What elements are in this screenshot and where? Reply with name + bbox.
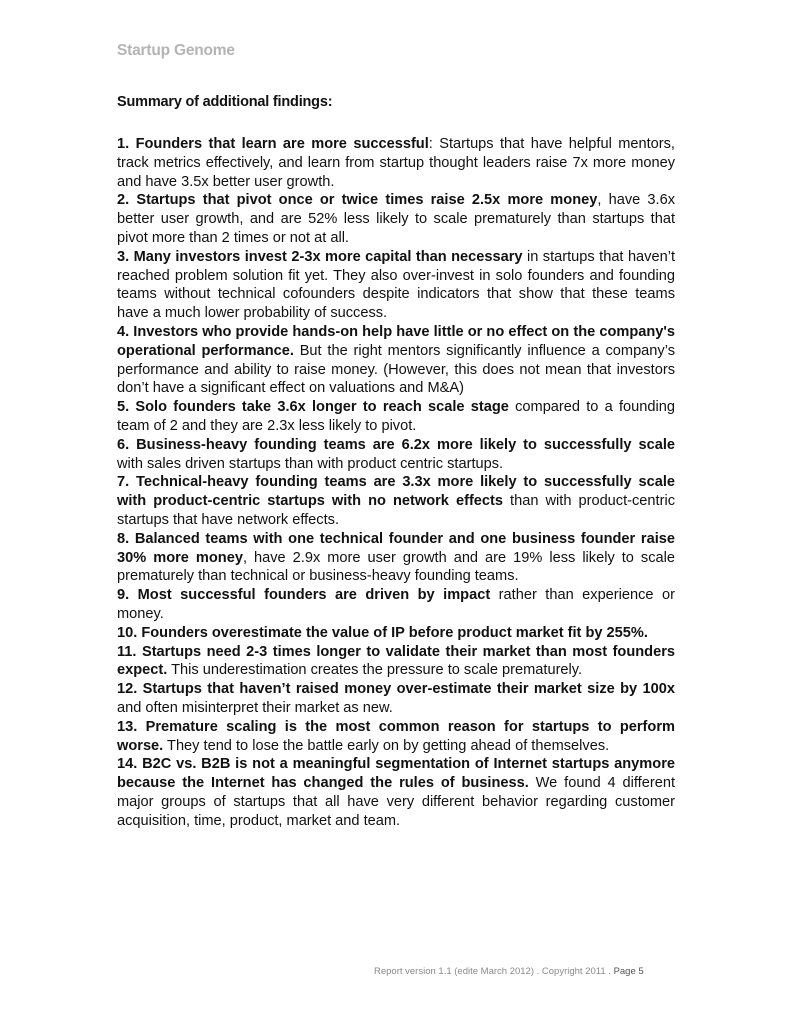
finding-bold-text: 8. Balanced teams with one technical founder and one business founder raise 30% more money <box>117 530 675 566</box>
finding-item <box>117 323 675 398</box>
finding-bold-text: 3. Many investors invest 2-3x more capital than necessary <box>117 248 523 265</box>
finding-item <box>117 530 675 586</box>
finding-body-text: We found 4 different major groups of startups that all have very different behavior regarding customer acquisition, time, product, market and team. <box>117 775 676 829</box>
finding-item <box>117 586 675 624</box>
finding-body-text: in startups that haven’t reached problem solution fit yet. They also over-invest in solo founders and founding teams without technical cofounders despite indicators that show that these teams have a much lower probability of success. <box>117 248 675 322</box>
finding-body-text: and often misinterpret their market as new. <box>117 699 393 716</box>
finding-bold-text: 4. Investors who provide hands-on help have little or no effect on the company's operational performance. <box>117 323 675 359</box>
finding-body-text: rather than experience or money. <box>117 587 676 622</box>
finding-item <box>117 680 675 718</box>
finding-body-text: , have 2.9x more user growth and are 19% less likely to scale prematurely than technical or business-heavy founding teams. <box>117 549 675 585</box>
header-brand: Startup Genome <box>117 42 235 59</box>
finding-bold-text: 6. Business-heavy founding teams are 6.2x more likely to successfully scale <box>117 436 675 453</box>
summary-heading: Summary of additional findings: <box>117 94 333 110</box>
page-footer <box>374 966 644 977</box>
finding-body-text: compared to a founding team of 2 and they are 2.3x less likely to pivot. <box>117 399 675 434</box>
finding-bold-text: 2. Startups that pivot once or twice times raise 2.5x more money <box>117 192 598 209</box>
finding-item <box>117 473 675 529</box>
finding-item <box>117 718 675 756</box>
finding-item <box>117 436 675 474</box>
finding-bold-text: 11. Startups need 2-3 times longer to validate their market than most founders expect. <box>117 643 675 679</box>
finding-item <box>117 398 675 436</box>
finding-body-text: than with product-centric startups that have network effects. <box>117 493 675 528</box>
finding-body-text: : Startups that have helpful mentors, track metrics effectively, and learn from startup thought leaders raise 7x more money and have 3.5x better user growth. <box>117 136 675 190</box>
finding-bold-text: 12. Startups that haven’t raised money over-estimate their market size by 100x <box>117 681 675 698</box>
finding-body-text: , have 3.6x better user growth, and are 52% less likely to scale prematurely than startups that pivot more than 2 times or not at all. <box>117 192 675 246</box>
finding-item <box>117 643 675 681</box>
finding-bold-text: 5. Solo founders take 3.6x longer to reach scale stage <box>117 399 509 416</box>
finding-bold-text: 10. Founders overestimate the value of IP before product market fit by 255%. <box>117 624 648 641</box>
finding-bold-text: 14. B2C vs. B2B is not a meaningful segmentation of Internet startups anymore because the Internet has changed the rules of business. <box>117 756 675 792</box>
findings-list <box>117 135 675 830</box>
finding-body-text: with sales driven startups than with product centric startups. <box>117 455 504 472</box>
finding-item <box>117 191 675 247</box>
finding-bold-text: 7. Technical-heavy founding teams are 3.3x more likely to successfully scale with product-centric startups with no network effects <box>117 474 675 510</box>
finding-item <box>117 624 675 643</box>
finding-item <box>117 248 675 323</box>
finding-body-text: This underestimation creates the pressure to scale prematurely. <box>167 662 583 679</box>
page-number: Page 5 <box>613 966 644 977</box>
finding-bold-text: 13. Premature scaling is the most common reason for startups to perform worse. <box>117 718 675 754</box>
footer-version-text: Report version 1.1 (edite March 2012) . Copyright 2011 . <box>374 966 611 977</box>
finding-bold-text: 1. Founders that learn are more successful <box>117 136 429 152</box>
finding-body-text: But the right mentors significantly influence a company’s performance and ability to raise money. (However, this does not mean that investors don’t have a significant effect on valuations and M&A) <box>117 342 675 397</box>
finding-item <box>117 135 675 191</box>
finding-item <box>117 755 675 830</box>
finding-bold-text: 9. Most successful founders are driven by impact <box>117 587 491 604</box>
finding-body-text: They tend to lose the battle early on by getting ahead of themselves. <box>163 737 610 754</box>
